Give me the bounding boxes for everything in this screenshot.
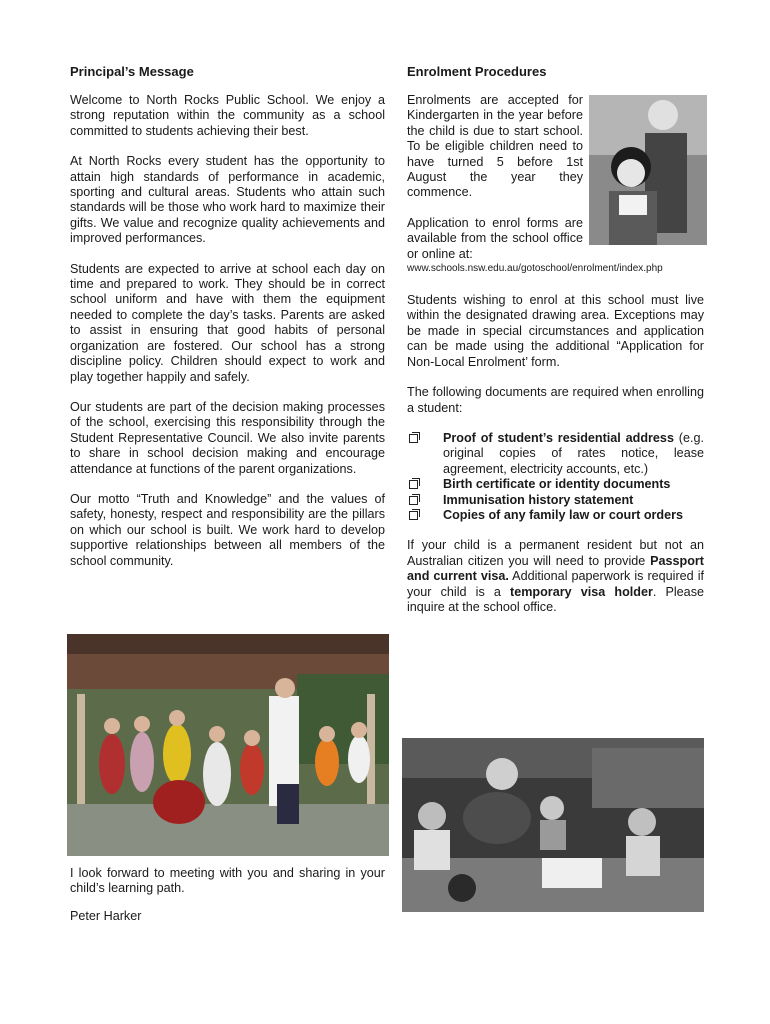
- enrolment-url-link[interactable]: www.schools.nsw.edu.au/gotoschool/enrolment/index.php: [407, 263, 663, 275]
- visa-text-2: Additional paperwork is required if your child is a: [407, 569, 704, 599]
- documents-intro-paragraph: The following documents are required when enrolling a student:: [407, 385, 704, 415]
- list-item: [407, 431, 704, 477]
- list-item: [407, 493, 704, 508]
- principals-message-column: [70, 64, 385, 584]
- visa-paragraph: [407, 538, 704, 615]
- enrolment-procedures-heading: Enrolment Procedures: [407, 64, 547, 79]
- enrolment-procedures-column: [407, 64, 704, 630]
- expectations-paragraph: Students are expected to arrive at school each day on time and prepared to work. They should be in correct school uniform and have with them the equipment needed to complete the day’s tasks. Parents are asked to assist in ensuring that good habits of personal organization are fostered. Our school has a strong discipline policy. Children should expect to work and play together happily and safely.: [70, 261, 385, 384]
- application-forms-paragraph: Application to enrol forms are available from the school office or online at:: [407, 215, 583, 261]
- list-item: [407, 508, 704, 523]
- motto-paragraph: Our motto “Truth and Knowledge” and the values of safety, honesty, respect and responsibility are the pillars on which our school is built. We work hard to develop supportive relationships between all members of the school community.: [70, 491, 385, 568]
- classroom-photo-illustration: [402, 738, 704, 912]
- decision-making-paragraph: Our students are part of the decision making processes of the school, exercising this responsibility through the Student Representative Council. We also invite parents to share in school decision making and encourage attendance at functions of the parent organizations.: [70, 399, 385, 476]
- checkbox-bullet-icon: [409, 496, 418, 505]
- list-item: [407, 477, 704, 492]
- signature: Peter Harker: [70, 908, 142, 923]
- checkbox-bullet-icon: [409, 434, 418, 443]
- residential-address-doc: Proof of student’s residential address: [443, 430, 674, 445]
- temporary-visa-text: temporary visa holder: [510, 584, 653, 599]
- children-photo-illustration: [589, 95, 707, 245]
- visa-text-1: If your child is a permanent resident but not an Australian citizen you will need to provide: [407, 538, 704, 568]
- residential-address-examples: (e.g. original copies of rates notice, lease agreement, electricity accounts, etc.): [443, 430, 704, 476]
- immunisation-doc: Immunisation history statement: [443, 492, 634, 507]
- checkbox-bullet-icon: [409, 480, 418, 489]
- closing-section: [70, 866, 385, 936]
- classroom-photo: [402, 738, 704, 912]
- passport-visa-text: Passport and current visa.: [407, 553, 704, 584]
- visa-text-3: . Please inquire at the school office.: [407, 584, 704, 614]
- principals-message-heading: Principal’s Message: [70, 64, 194, 79]
- family-law-doc: Copies of any family law or court orders: [443, 507, 684, 522]
- enrolment-eligibility-paragraph: Enrolments are accepted for Kindergarten in the year before the child is due to start school. To be eligible children need to have turned 5 before 1st August the year they commence.: [407, 93, 583, 200]
- opportunity-paragraph: At North Rocks every student has the opportunity to attain high standards of performance in academic, sporting and cultural areas. Students who attain such standards will be those who work hard to maximize their gifts. We value and recognize quality achievements and improved performances.: [70, 154, 385, 246]
- welcome-paragraph: Welcome to North Rocks Public School. We enjoy a strong reputation within the community as a school committed to students achieving their best.: [70, 93, 385, 138]
- kindergarten-children-photo: [589, 95, 707, 245]
- checkbox-bullet-icon: [409, 511, 418, 520]
- drawing-area-paragraph: Students wishing to enrol at this school must live within the designated drawing area. Exceptions may be made in special circumstances and application can be made using the additional “Application for Non-Local Enrolment’ form.: [407, 293, 704, 369]
- required-documents-list: [407, 431, 704, 523]
- birth-certificate-doc: Birth certificate or identity documents: [443, 477, 671, 492]
- students-cultural-dress-photo: [67, 634, 389, 856]
- closing-paragraph: I look forward to meeting with you and sharing in your child’s learning path.: [70, 866, 385, 896]
- students-photo-illustration: [67, 634, 389, 856]
